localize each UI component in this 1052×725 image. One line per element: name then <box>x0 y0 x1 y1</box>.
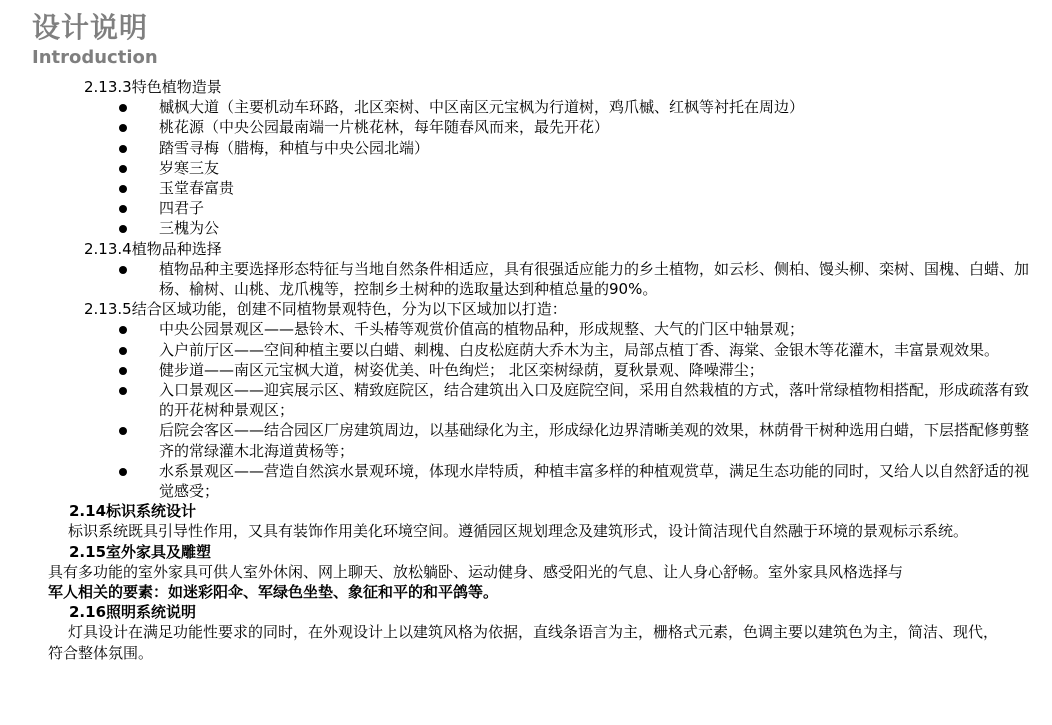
list-item: 踏雪寻梅（腊梅，种植与中央公园北端） <box>0 138 1052 158</box>
bullet-icon <box>119 266 127 274</box>
list-item: 入户前厅区——空间种植主要以白蜡、刺槐、白皮松庭荫大乔木为主，局部点植丁香、海棠、金银木等花灌木，丰富景观效果。 <box>0 340 1052 360</box>
paragraph-2-16: 灯具设计在满足功能性要求的同时，在外观设计上以建筑风格为依据，直线条语言为主，栅格式元素，色调主要以建筑色为主，简洁、现代，符合整体氛围。 <box>48 623 999 662</box>
bullet-icon <box>119 468 127 476</box>
paragraph-2-15-bold: 军人相关的要素：如迷彩阳伞、军绿色坐垫、象征和平的和平鸽等。 <box>48 583 499 602</box>
bullet-icon <box>119 427 127 435</box>
bullet-icon <box>119 104 127 112</box>
section-heading-2-13-5: 2.13.5结合区域功能，创建不同植物景观特色，分为以下区域加以打造： <box>84 300 567 319</box>
section-heading-2-15: 2.15室外家具及雕塑 <box>69 542 212 561</box>
list-item: 植物品种主要选择形态特征与当地自然条件相适应，具有很强适应能力的乡土植物，如云杉、侧柏、馒头柳、栾树、国槐、白蜡、加杨、榆树、山桃、龙爪槐等，控制乡土树种的选取量达到种植总量的90%。 <box>0 259 1052 299</box>
document-body <box>0 77 1052 663</box>
list-item: 后院会客区——结合园区厂房建筑周边，以基础绿化为主，形成绿化边界清晰美观的效果，林荫骨干树种选用白蜡，下层搭配修剪整齐的常绿灌木北海道黄杨等； <box>0 420 1052 460</box>
list-item: 入口景观区——迎宾展示区、精致庭院区，结合建筑出入口及庭院空间，采用自然栽植的方式，落叶常绿植物相搭配，形成疏落有致的开花树种景观区； <box>0 380 1052 420</box>
list-item: 槭枫大道（主要机动车环路，北区栾树、中区南区元宝枫为行道树，鸡爪槭、红枫等衬托在周边） <box>0 97 1052 117</box>
page-subtitle: Introduction <box>32 47 158 68</box>
paragraph-2-15: 具有多功能的室外家具可供人室外休闲、网上聊天、放松躺卧、运动健身、感受阳光的气息、让人身心舒畅。室外家具风格选择与 军人相关的要素：如迷彩阳伞、军绿色坐垫、象征和平的和平鸽等。 <box>48 562 904 602</box>
bullet-icon <box>119 185 127 193</box>
bullet-icon <box>119 326 127 334</box>
list-item: 三槐为公 <box>0 218 1052 238</box>
bullet-icon <box>119 387 127 395</box>
paragraph-2-14: 标识系统既具引导性作用，又具有装饰作用美化环境空间。遵循园区规划理念及建筑形式，设计简洁现代自然融于环境的景观标示系统。 <box>68 522 969 541</box>
bullet-icon <box>119 367 127 375</box>
list-item: 水系景观区——营造自然滨水景观环境，体现水岸特质，种植丰富多样的种植观赏草，满足生态功能的同时，又给人以自然舒适的视觉感受； <box>0 461 1052 501</box>
bullet-icon <box>119 347 127 355</box>
list-item: 健步道——南区元宝枫大道，树姿优美、叶色绚烂； 北区栾树绿荫，夏秋景观、降噪滞尘； <box>0 360 1052 380</box>
list-item: 中央公园景观区——悬铃木、千头椿等观赏价值高的植物品种，形成规整、大气的门区中轴景观； <box>0 319 1052 339</box>
bullet-icon <box>119 165 127 173</box>
bullet-icon <box>119 225 127 233</box>
section-heading-2-13-4: 2.13.4植物品种选择 <box>84 239 222 258</box>
list-item: 四君子 <box>0 198 1052 218</box>
list-item: 玉堂春富贵 <box>0 178 1052 198</box>
section-heading-2-16: 2.16照明系统说明 <box>69 603 197 622</box>
bullet-icon <box>119 205 127 213</box>
bullet-icon <box>119 124 127 132</box>
list-item: 桃花源（中央公园最南端一片桃花林，每年随春风而来，最先开花） <box>0 117 1052 137</box>
section-heading-2-13-3: 2.13.3特色植物造景 <box>84 78 222 96</box>
page-title: 设计说明 <box>32 11 149 44</box>
list-item: 岁寒三友 <box>0 158 1052 178</box>
bullet-icon <box>119 145 127 153</box>
section-heading-2-14: 2.14标识系统设计 <box>69 502 197 521</box>
